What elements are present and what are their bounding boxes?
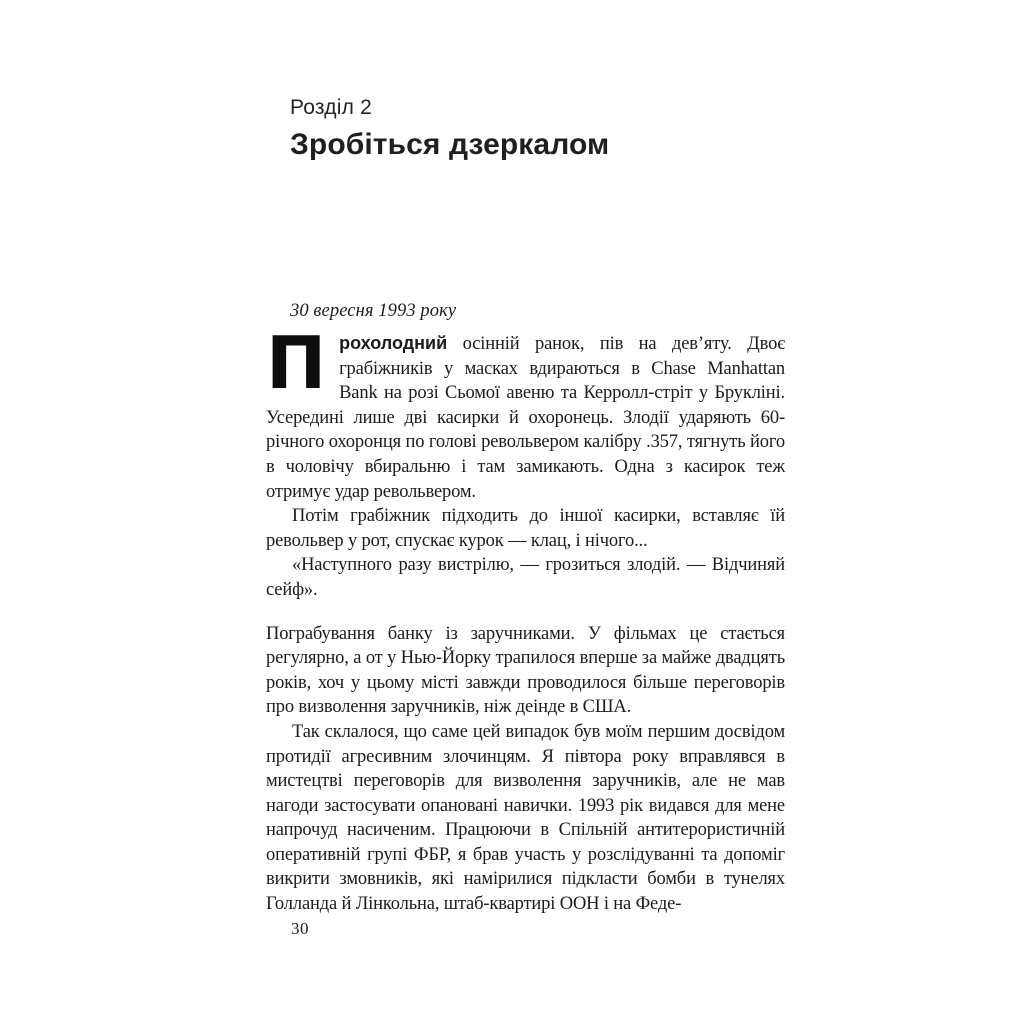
paragraph-opening [266,321,785,504]
paragraph-opening-text: осінній ранок, пів на дев’яту. Двоє грабіжників у масках вдираються в Chase Manhattan Bank на розі Сьомої авеню та Керролл-стріт у Брукліні. Усередині лише дві касирки й охоронець. Злодії ударяють 60-річного охоронця по голові револьвером калібру .357, тягнуть його в чоловічу вбиральню і там замикають. Одна з касирок теж отримує удар револьвером. [266,334,785,502]
paragraph: «Наступного разу вистрілю, — грозиться злодій. — Відчиняй сейф». [266,555,785,600]
chapter-title: Зробіться дзеркалом [290,128,610,162]
page-number: 30 [291,919,309,938]
paragraph: Потім грабіжник підходить до іншої касирки, вставляє їй револьвер у рот, спускає курок — клац, і нічого... [266,506,785,551]
lead-word-bold: рохолодний [339,333,448,353]
body-text-column [266,321,785,917]
dropcap-letter: П [266,321,327,405]
chapter-header [290,96,609,161]
date-line: 30 вересня 1993 року [290,301,457,321]
chapter-number: Розділ 2 [290,96,372,119]
paragraph: Так склалося, що саме цей випадок був моїм першим досвідом протидії агресивним злочинцям. Я півтора року вправлявся в мистецтві переговорів для визволення заручників, але не мав нагоди застосувати опановані навички. 1993 рік видався для мене напрочуд насиченим. Працюючи в Спільній антитерористичній оперативній групі ФБР, я брав участь у розслідуванні та допоміг викрити змовників, які намірилися підкласти бомби в тунелях Голланда й Лінкольна, штаб-квартирі ООН і на Феде- [266,721,785,915]
paragraph-section-start: Пограбування банку із заручниками. У фільмах це стається регулярно, а от у Нью-Йорку трапилося вперше за майже двадцять років, хоч у цьому місті завжди проводилося більше переговорів про визволення заручників, ніж деінде в США. [266,623,785,718]
